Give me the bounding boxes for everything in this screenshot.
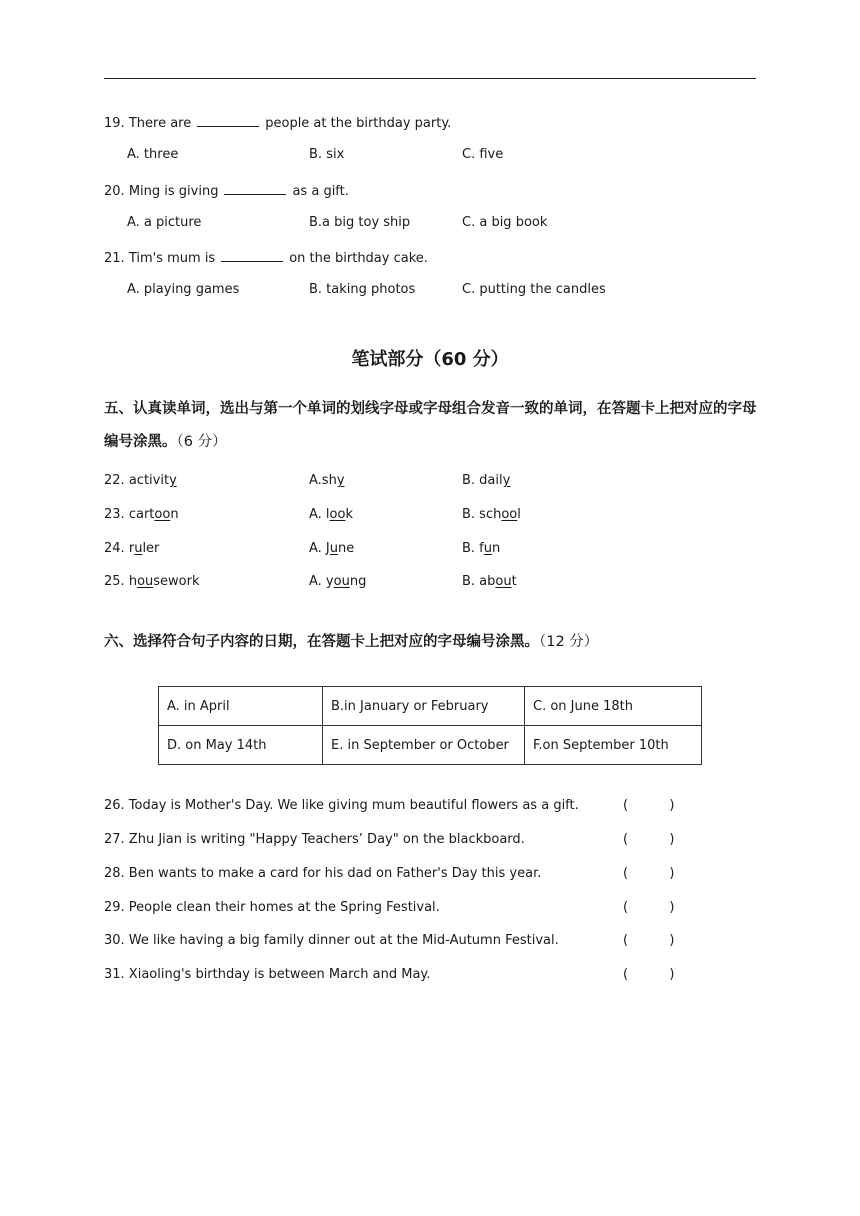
- option-a[interactable]: A. three: [127, 147, 179, 162]
- table-cell: B.in January or February: [323, 687, 525, 726]
- option-b[interactable]: B. school: [462, 507, 521, 522]
- question-29: 29. People clean their homes at the Spring Festival.: [104, 900, 440, 915]
- option-b[interactable]: B. about: [462, 574, 517, 589]
- question-27: 27. Zhu Jian is writing "Happy Teachers’ Day" on the blackboard.: [104, 832, 525, 847]
- option-b[interactable]: B. daily: [462, 473, 511, 488]
- question-26: 26. Today is Mother's Day. We like giving mum beautiful flowers as a gift.: [104, 798, 579, 813]
- question-28: 28. Ben wants to make a card for his dad on Father's Day this year.: [104, 866, 542, 881]
- option-b[interactable]: B. taking photos: [309, 282, 416, 297]
- word-item-22: 22. activity: [104, 473, 177, 488]
- question-19: 19. There are people at the birthday party.: [104, 112, 451, 133]
- section-6-instructions: 六、选择符合句子内容的日期，在答题卡上把对应的字母编号涂黑。（12 分）: [104, 634, 599, 650]
- section-title: 笔试部分（60 分）: [351, 349, 509, 370]
- answer-paren[interactable]: ( ): [623, 798, 675, 813]
- section-5-instructions: 五、认真读单词，选出与第一个单词的划线字母或字母组合发音一致的单词，在答题卡上把对应的字母编号涂黑。（6 分）: [104, 401, 757, 450]
- table-cell: C. on June 18th: [525, 687, 702, 726]
- date-options-table: [158, 686, 702, 765]
- option-a[interactable]: A. a picture: [127, 215, 202, 230]
- option-a[interactable]: A. June: [309, 541, 355, 556]
- answer-paren[interactable]: ( ): [623, 866, 675, 881]
- table-cell: E. in September or October: [323, 726, 525, 765]
- table-row: [159, 726, 702, 765]
- option-a[interactable]: A. look: [309, 507, 353, 522]
- answer-paren[interactable]: ( ): [623, 967, 675, 982]
- question-31: 31. Xiaoling's birthday is between March and May.: [104, 967, 431, 982]
- option-a[interactable]: A. playing games: [127, 282, 240, 297]
- answer-blank[interactable]: [197, 112, 259, 127]
- answer-blank[interactable]: [221, 247, 283, 262]
- option-b[interactable]: B. fun: [462, 541, 501, 556]
- option-a[interactable]: A.shy: [309, 473, 345, 488]
- option-c[interactable]: C. five: [462, 147, 504, 162]
- question-21: 21. Tim's mum is on the birthday cake.: [104, 247, 428, 268]
- word-item-25: 25. housework: [104, 574, 200, 589]
- option-c[interactable]: C. a big book: [462, 215, 548, 230]
- option-b[interactable]: B. six: [309, 147, 345, 162]
- table-row: [159, 687, 702, 726]
- answer-paren[interactable]: ( ): [623, 900, 675, 915]
- table-cell: A. in April: [159, 687, 323, 726]
- word-item-23: 23. cartoon: [104, 507, 179, 522]
- answer-blank[interactable]: [224, 180, 286, 195]
- word-item-24: 24. ruler: [104, 541, 160, 556]
- header-rule: [104, 78, 756, 79]
- option-c[interactable]: C. putting the candles: [462, 282, 606, 297]
- option-a[interactable]: A. young: [309, 574, 367, 589]
- question-30: 30. We like having a big family dinner out at the Mid-Autumn Festival.: [104, 933, 559, 948]
- table-cell: F.on September 10th: [525, 726, 702, 765]
- answer-paren[interactable]: ( ): [623, 832, 675, 847]
- table-cell: D. on May 14th: [159, 726, 323, 765]
- question-20: 20. Ming is giving as a gift.: [104, 180, 349, 201]
- answer-paren[interactable]: ( ): [623, 933, 675, 948]
- option-b[interactable]: B.a big toy ship: [309, 215, 411, 230]
